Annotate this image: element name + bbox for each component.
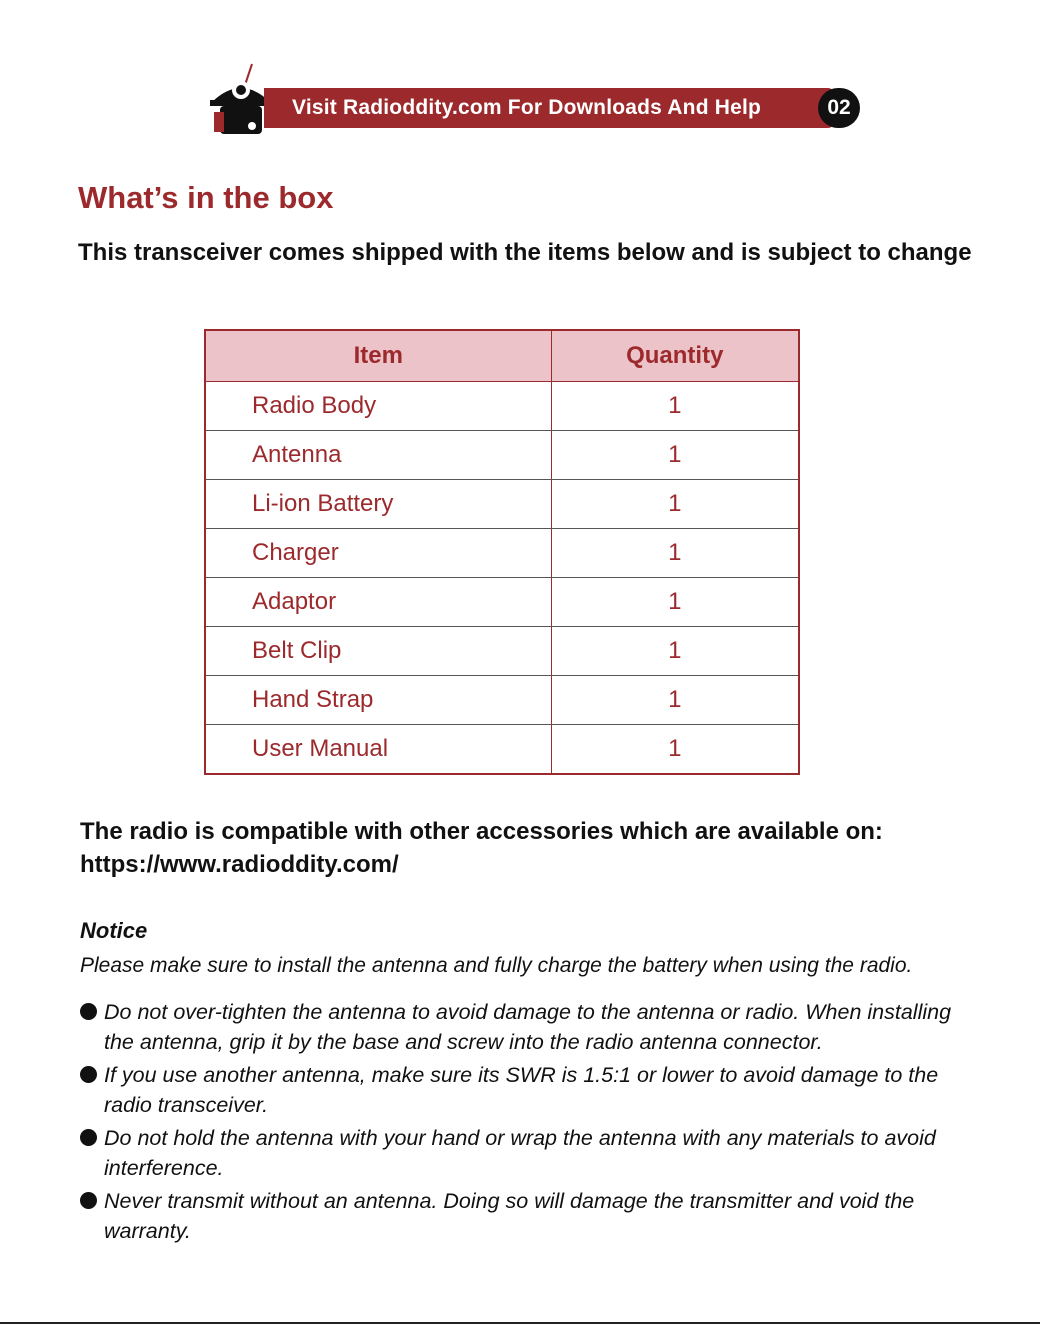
row-quantity: 1 [551, 431, 799, 480]
banner-bar [264, 88, 834, 128]
row-item: Antenna [205, 431, 551, 480]
bullet-dot-icon [80, 1066, 97, 1083]
row-item: Adaptor [205, 578, 551, 627]
table-row [205, 480, 799, 529]
row-item: Hand Strap [205, 676, 551, 725]
row-quantity: 1 [551, 382, 799, 431]
banner-text: Visit Radioddity.com For Downloads And Help [292, 96, 762, 119]
header-quantity: Quantity [551, 330, 799, 382]
list-item [78, 997, 978, 1057]
row-quantity: 1 [551, 578, 799, 627]
section-title: What’s in the box [78, 180, 334, 215]
row-item: Radio Body [205, 382, 551, 431]
row-quantity: 1 [551, 725, 799, 775]
notice-bullet-list [78, 997, 978, 1249]
list-item [78, 1123, 978, 1183]
row-item: Li-ion Battery [205, 480, 551, 529]
bullet-text: Do not over-tighten the antenna to avoid damage to the antenna or radio. When installing the antenna, grip it by the base and screw into the radio antenna connector. [104, 1000, 952, 1054]
table-row [205, 676, 799, 725]
table-row [205, 627, 799, 676]
header-banner [206, 62, 866, 142]
row-quantity: 1 [551, 627, 799, 676]
header-item: Item [205, 330, 551, 382]
compatibility-text: The radio is compatible with other accessories which are available on: [80, 818, 883, 845]
notice-title: Notice [80, 918, 148, 943]
row-item: User Manual [205, 725, 551, 775]
compatibility-note [80, 815, 1000, 881]
table-row [205, 382, 799, 431]
table-row [205, 529, 799, 578]
website-url: https://www.radioddity.com/ [80, 851, 399, 878]
bullet-dot-icon [80, 1192, 97, 1209]
row-item: Belt Clip [205, 627, 551, 676]
row-quantity: 1 [551, 480, 799, 529]
table-header-row [205, 330, 799, 382]
intro-text: This transceiver comes shipped with the items below and is subject to change [78, 239, 972, 266]
row-quantity: 1 [551, 676, 799, 725]
bullet-text: Never transmit without an antenna. Doing so will damage the transmitter and void the warranty. [104, 1189, 915, 1243]
row-item: Charger [205, 529, 551, 578]
list-item [78, 1060, 978, 1120]
page-number-badge: 02 [818, 88, 860, 128]
table-row [205, 725, 799, 775]
notice-text: Please make sure to install the antenna and fully charge the battery when using the radio. [80, 954, 913, 977]
table-row [205, 431, 799, 480]
bullet-dot-icon [80, 1003, 97, 1020]
bullet-text: If you use another antenna, make sure its SWR is 1.5:1 or lower to avoid damage to the radio transceiver. [104, 1063, 939, 1117]
bullet-dot-icon [80, 1129, 97, 1146]
bullet-text: Do not hold the antenna with your hand or wrap the antenna with any materials to avoid interference. [104, 1126, 936, 1180]
list-item [78, 1186, 978, 1246]
row-quantity: 1 [551, 529, 799, 578]
table-row [205, 578, 799, 627]
box-contents-table [204, 329, 800, 775]
